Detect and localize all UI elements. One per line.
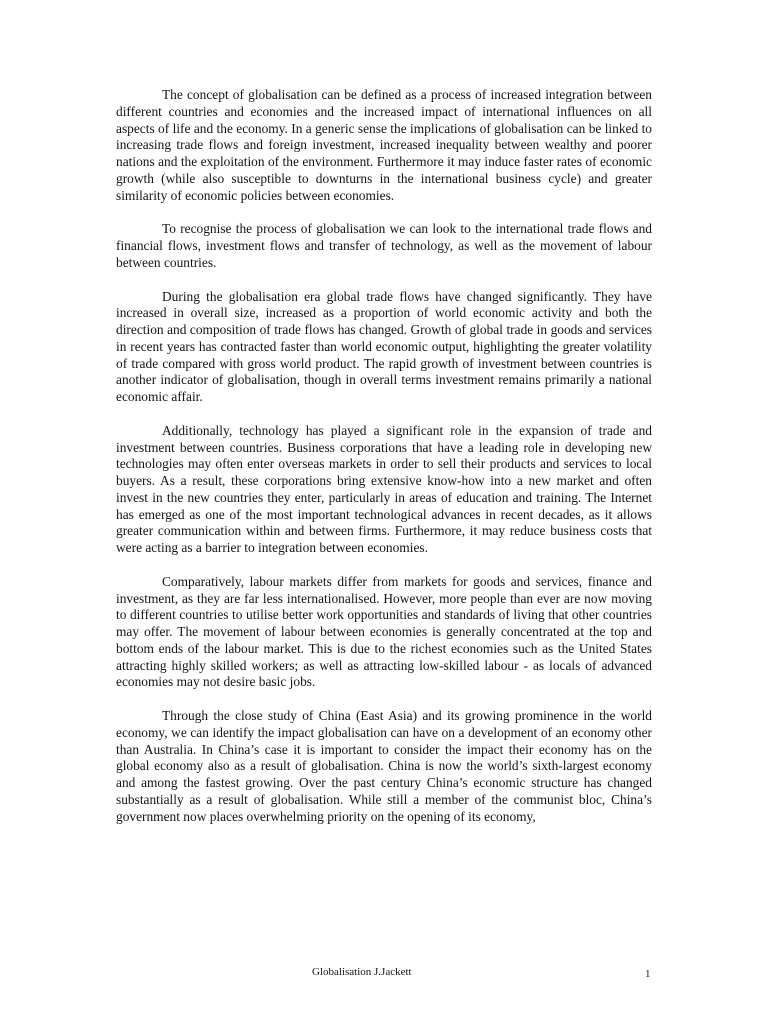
paragraph-recognising-globalisation: To recognise the process of globalisation we can look to the international trade flows and financial flows, investment flows and transfer of technology, as well as the movement of labour between countries. (116, 221, 652, 270)
paragraph-labour-markets: Comparatively, labour markets differ from markets for goods and services, finance and investment, as they are far less internationalised. However, more people than ever are now moving to different countries to utilise better work opportunities and standards of living that other countries may offer. The movement of labour between economies is generally concentrated at the top and bottom ends of the labour market. This is due to the richest economies such as the United States attracting highly skilled workers; as well as attracting low-skilled labour - as locals of advanced economies may not desire basic jobs. (116, 573, 652, 690)
page-number: 1 (645, 968, 651, 980)
document-body (116, 87, 652, 842)
paragraph-technology: Additionally, technology has played a significant role in the expansion of trade and investment between countries. Business corporations that have a leading role in developing new technologies may often enter overseas markets in order to sell their products and services to local buyers. As a result, these corporations bring extensive know-how into a new market and often invest in the new countries they enter, particularly in areas of education and training. The Internet has emerged as one of the most important technological advances in recent decades, as it allows greater communication within and between firms. Furthermore, it may reduce business costs that were acting as a barrier to integration between economies. (116, 422, 652, 555)
paragraph-trade-flows: During the globalisation era global trade flows have changed significantly. They have increased in overall size, increased as a proportion of world economic activity and both the direction and composition of trade flows has changed. Growth of global trade in goods and services in recent years has contracted faster than world economic output, highlighting the greater volatility of trade compared with gross world product. The rapid growth of investment between countries is another indicator of globalisation, though in overall terms investment remains primarily a national economic affair. (116, 288, 652, 404)
footer-title: Globalisation J.Jackett (312, 966, 412, 978)
paragraph-globalisation-definition: The concept of globalisation can be defined as a process of increased integration between different countries and economies and the increased impact of international influences on all aspects of life and the economy. In a generic sense the implications of globalisation can be linked to increasing trade flows and foreign investment, increased inequality between wealthy and poorer nations and the exploitation of the environment. Furthermore it may induce faster rates of economic growth (while also susceptible to downturns in the international business cycle) and greater similarity of economic policies between economies. (116, 87, 652, 203)
paragraph-china: Through the close study of China (East Asia) and its growing prominence in the world economy, we can identify the impact globalisation can have on a development of an economy other than Australia. In China’s case it is important to consider the impact their economy has on the global economy also as a result of globalisation. China is now the world’s sixth-largest economy and among the fastest growing. Over the past century China’s economic structure has changed substantially as a result of globalisation. While still a member of the communist bloc, China’s government now places overwhelming priority on the opening of its economy, (116, 708, 652, 824)
